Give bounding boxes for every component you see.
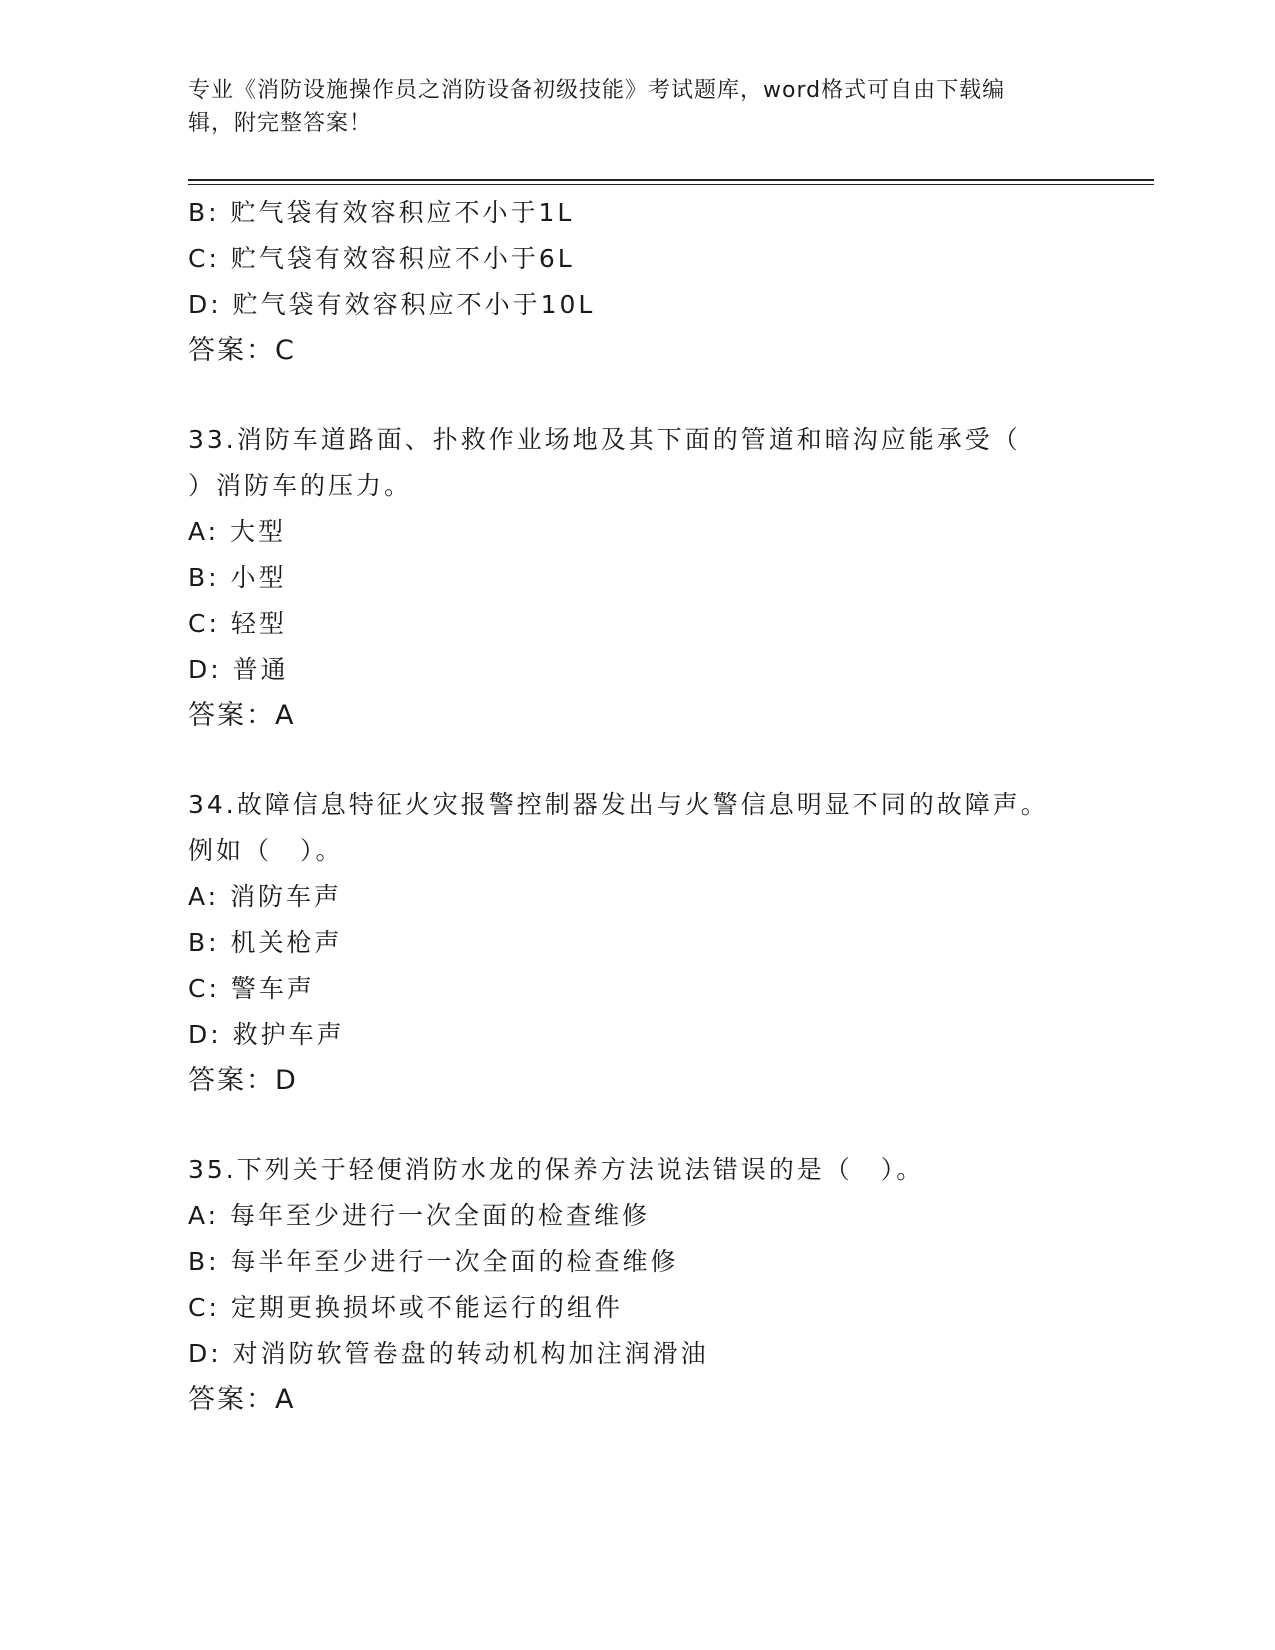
answer: 答案：D <box>188 1065 298 1096</box>
option-b: B: 每半年至少进行一次全面的检查维修 <box>188 1247 679 1276</box>
question-stem: 35.下列关于轻便消防水龙的保养方法说法错误的是（ ）。 <box>188 1155 925 1184</box>
header-line-1: 专业《消防设施操作员之消防设备初级技能》考试题库，word格式可自由下载编 <box>188 78 1006 103</box>
answer: 答案：C <box>188 335 296 366</box>
option-a: A: 每年至少进行一次全面的检查维修 <box>188 1201 651 1230</box>
option-d: D: 救护车声 <box>188 1020 345 1049</box>
option-d: D: 对消防软管卷盘的转动机构加注润滑油 <box>188 1339 709 1368</box>
question-34 <box>188 782 1088 1104</box>
option-a: A: 消防车声 <box>188 882 343 911</box>
question-33 <box>188 417 1088 739</box>
option-c: C: 定期更换损坏或不能运行的组件 <box>188 1293 623 1322</box>
question-stem: 33.消防车道路面、扑救作业场地及其下面的管道和暗沟应能承受（ <box>188 425 1021 454</box>
answer: 答案：A <box>188 1384 296 1415</box>
question-35 <box>188 1147 1088 1423</box>
question-stem-cont: 例如（ ）。 <box>188 836 344 865</box>
question-stem-cont: ）消防车的压力。 <box>188 471 413 500</box>
option-c: C: 轻型 <box>188 609 287 638</box>
header-divider-thin <box>188 184 1154 185</box>
answer: 答案：A <box>188 700 296 731</box>
option-a: A: 大型 <box>188 517 287 546</box>
option-b: B: 机关枪声 <box>188 928 343 957</box>
question-list <box>188 190 1088 1423</box>
option-b: B: 贮气袋有效容积应不小于1L <box>188 198 575 227</box>
document-header <box>188 74 1088 140</box>
option-c: C: 贮气袋有效容积应不小于6L <box>188 244 575 273</box>
option-c: C: 警车声 <box>188 974 315 1003</box>
header-line-2: 辑，附完整答案！ <box>188 111 373 136</box>
question-32-tail <box>188 190 1088 374</box>
option-d: D: 普通 <box>188 655 289 684</box>
option-d: D: 贮气袋有效容积应不小于10L <box>188 290 596 319</box>
header-divider-thick <box>188 179 1154 181</box>
option-b: B: 小型 <box>188 563 287 592</box>
question-stem: 34.故障信息特征火灾报警控制器发出与火警信息明显不同的故障声。 <box>188 790 1049 819</box>
